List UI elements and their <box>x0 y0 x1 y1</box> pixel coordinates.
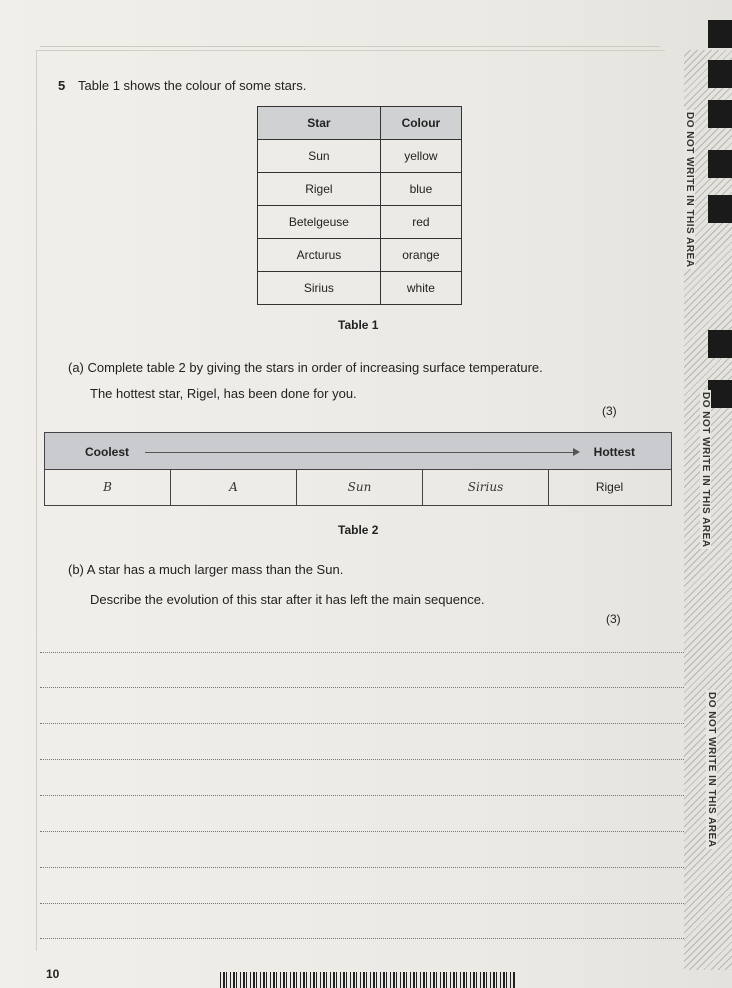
arrow-right-icon <box>573 448 580 456</box>
answer-line[interactable] <box>40 795 684 796</box>
page-number: 10 <box>46 967 60 981</box>
table1-colour: white <box>380 272 461 305</box>
part-a-text: (a) Complete table 2 by giving the stars in order of increasing surface temperature. <box>68 360 543 375</box>
binding-tab <box>708 60 732 88</box>
table1-star: Sirius <box>258 272 381 305</box>
table1-header-star: Star <box>258 107 381 140</box>
coolest-label: Coolest <box>85 445 130 459</box>
temperature-arrow-line <box>145 452 575 453</box>
table1-colour: blue <box>380 173 461 206</box>
table1-header-colour: Colour <box>380 107 461 140</box>
top-rule <box>40 46 660 47</box>
answer-line[interactable] <box>40 938 684 939</box>
answer-line[interactable] <box>40 723 684 724</box>
answer-cell-4[interactable]: Sirius <box>423 469 549 505</box>
binding-tab <box>708 100 732 128</box>
table2-caption: Table 2 <box>338 523 379 537</box>
table-row <box>258 272 462 305</box>
table-1 <box>257 106 462 305</box>
binding-tab <box>708 20 732 48</box>
binding-tab <box>708 195 732 223</box>
answer-line[interactable] <box>40 687 684 688</box>
answer-line[interactable] <box>40 867 684 868</box>
answer-cell-5: Rigel <box>595 480 624 494</box>
margin-warning-middle: DO NOT WRITE IN THIS AREA <box>700 392 711 548</box>
table-row <box>258 173 462 206</box>
part-b-text: (b) A star has a much larger mass than the Sun. <box>68 562 344 577</box>
binding-tab <box>708 380 732 408</box>
answer-line[interactable] <box>40 903 684 904</box>
answer-cell-1[interactable]: B <box>45 469 171 505</box>
barcode <box>220 972 516 988</box>
margin-warning-top: DO NOT WRITE IN THIS AREA <box>684 112 695 268</box>
hottest-label: Hottest <box>593 445 635 459</box>
part-b-marks: (3) <box>606 612 621 626</box>
table1-star: Arcturus <box>258 239 381 272</box>
margin-warning-bottom: DO NOT WRITE IN THIS AREA <box>706 692 717 848</box>
question-intro: Table 1 shows the colour of some stars. <box>78 78 307 93</box>
part-a-subtext: The hottest star, Rigel, has been done for you. <box>90 386 357 401</box>
part-a-marks: (3) <box>602 404 617 418</box>
answer-line[interactable] <box>40 831 684 832</box>
table-row <box>258 206 462 239</box>
table1-caption: Table 1 <box>338 318 379 332</box>
table1-colour: yellow <box>380 140 461 173</box>
table1-colour: red <box>380 206 461 239</box>
binding-tab <box>708 330 732 358</box>
question-number: 5 <box>58 78 66 93</box>
table-2 <box>44 432 672 506</box>
table1-star: Betelgeuse <box>258 206 381 239</box>
answer-cell-2[interactable]: A <box>171 469 297 505</box>
answer-cell-3[interactable]: Sun <box>297 469 423 505</box>
table-row <box>258 140 462 173</box>
table1-star: Sun <box>258 140 381 173</box>
part-b-subtext: Describe the evolution of this star after it has left the main sequence. <box>90 592 485 607</box>
table1-colour: orange <box>380 239 461 272</box>
binding-tab <box>708 150 732 178</box>
answer-line[interactable] <box>40 652 684 653</box>
table-row <box>258 239 462 272</box>
table1-star: Rigel <box>258 173 381 206</box>
answer-line[interactable] <box>40 759 684 760</box>
table2-header <box>45 433 671 470</box>
